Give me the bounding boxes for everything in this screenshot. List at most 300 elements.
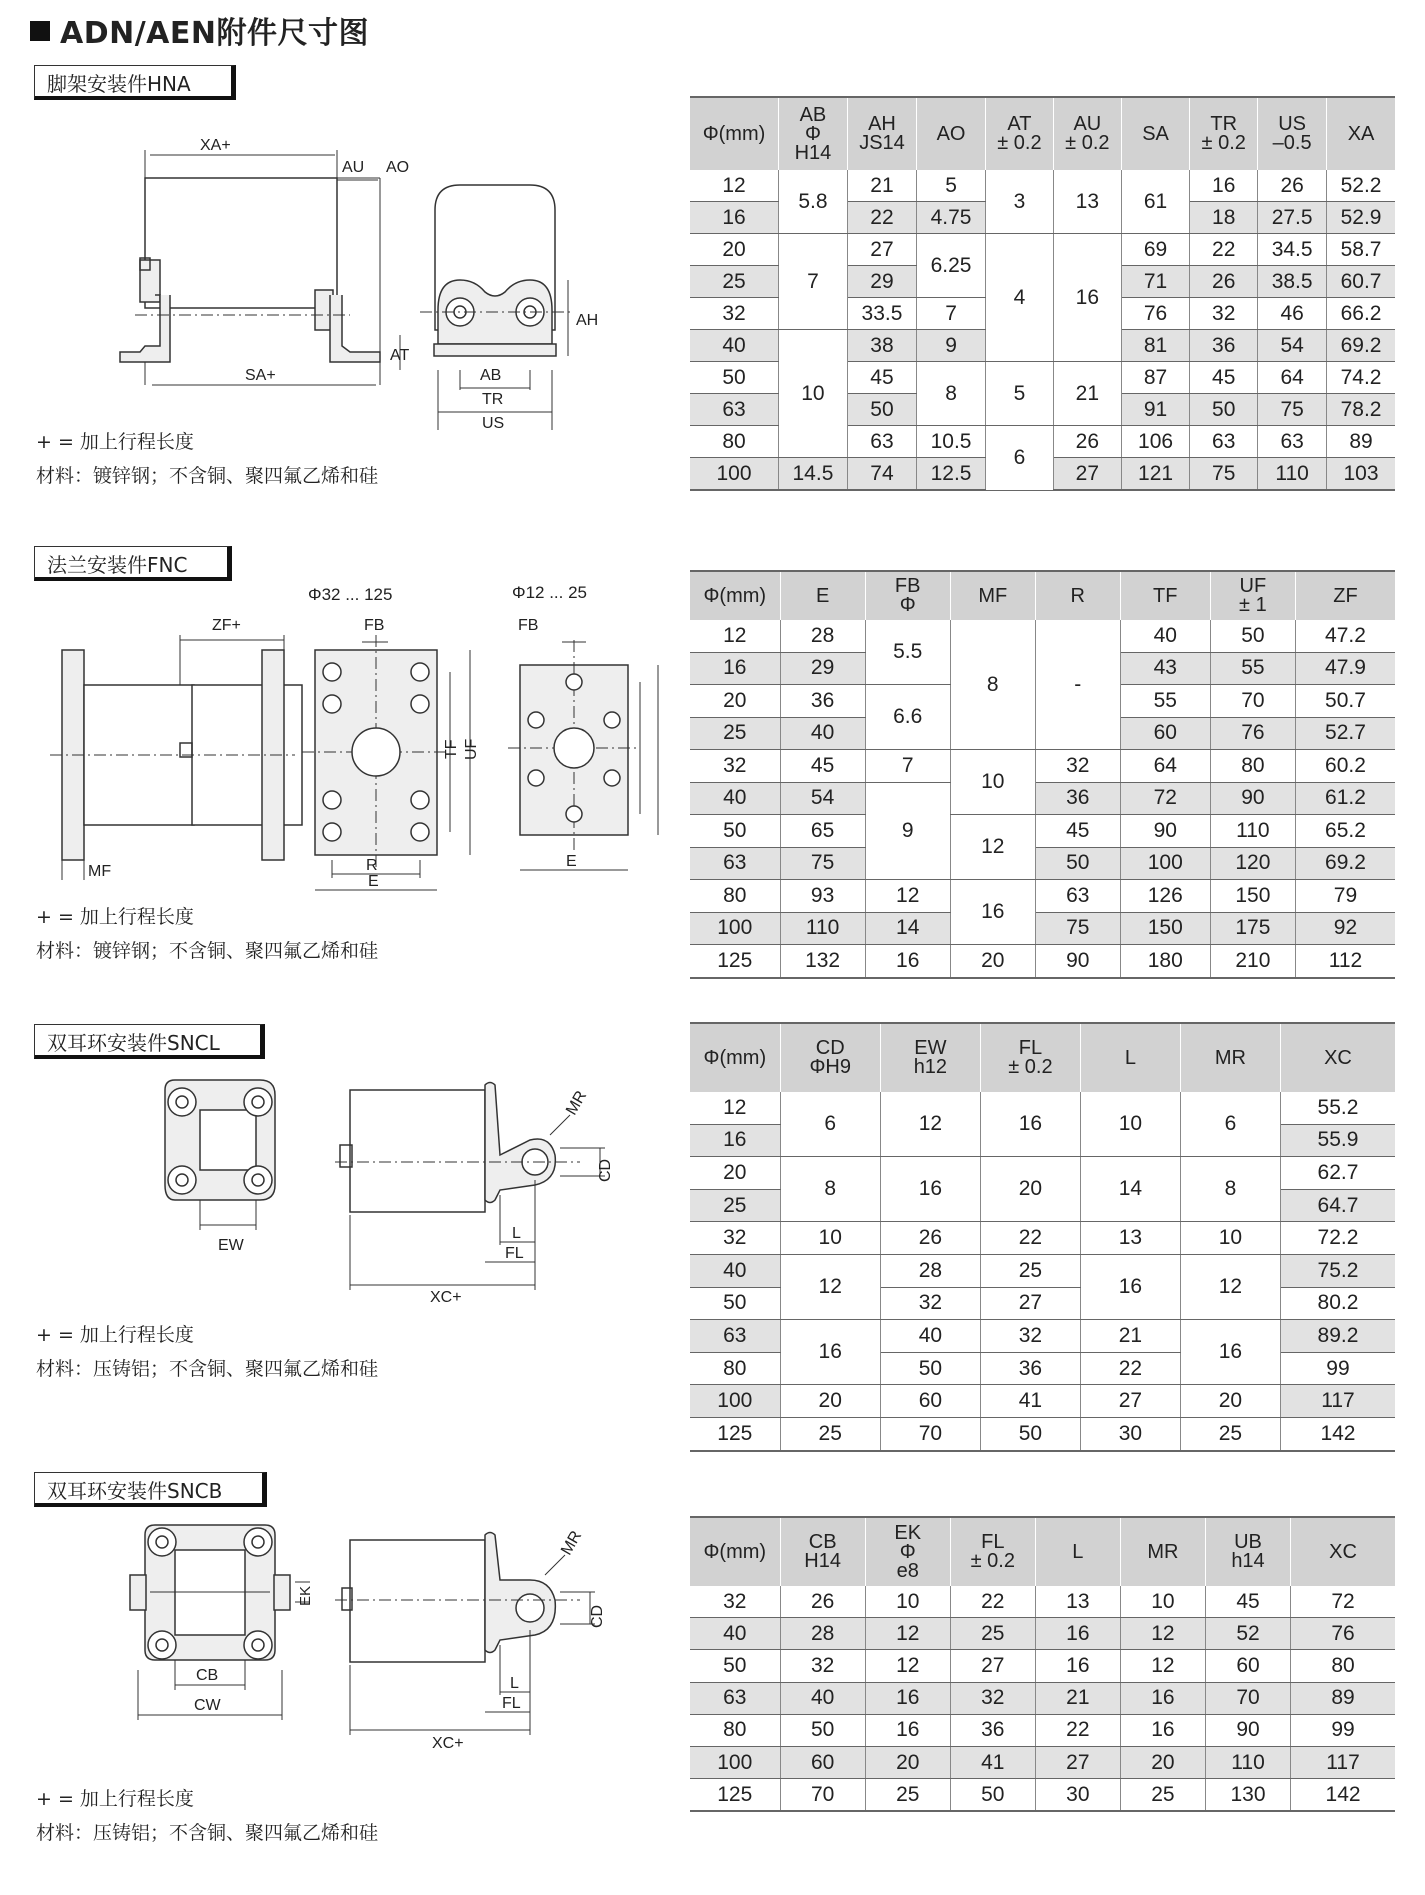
header-text: ± 0.2 (1201, 132, 1246, 154)
column-header (690, 97, 779, 170)
table-cell: 47.2 (1295, 620, 1395, 652)
table-cell: 12 (780, 1254, 880, 1319)
header-text: Φ(mm) (703, 1540, 767, 1563)
table-header-row (690, 1023, 1395, 1092)
note-material: 材料：压铸铝；不含铜、聚四氟乙烯和硅 (36, 1822, 379, 1844)
table-cell: 16 (1035, 1650, 1120, 1682)
table-cell: 45 (1190, 362, 1258, 394)
table-cell: 70 (1205, 1682, 1290, 1714)
table-cell: 3 (985, 170, 1053, 234)
table-cell: 64.7 (1280, 1189, 1395, 1222)
dim-ao: AO (386, 159, 410, 176)
column-header (1190, 97, 1258, 170)
table-cell: 50 (780, 1714, 865, 1746)
table-cell: 110 (1258, 458, 1327, 491)
table-cell: 16 (1190, 170, 1258, 202)
table-cell: 130 (1205, 1779, 1290, 1812)
dim-ek: EK (297, 1585, 314, 1606)
table-cell: 28 (780, 1618, 865, 1650)
table-cell: 50 (690, 815, 780, 848)
table-header-row (690, 571, 1395, 620)
column-header (1035, 571, 1120, 620)
table-cell: 10 (865, 1586, 950, 1618)
table-cell: 16 (865, 1682, 950, 1714)
table-row (690, 1320, 1395, 1353)
table-cell: 41 (980, 1385, 1080, 1418)
table-cell: 38 (847, 330, 916, 362)
table-cell: 27 (980, 1287, 1080, 1320)
table-cell: 30 (1080, 1417, 1180, 1450)
range-small: Φ12 ... 25 (512, 583, 587, 602)
table-cell: 25 (1180, 1417, 1280, 1450)
table-cell: 40 (880, 1320, 980, 1353)
header-text: –0.5 (1272, 132, 1312, 154)
table-cell: 33.5 (847, 298, 916, 330)
table-cell: 16 (865, 1714, 950, 1746)
table-cell: 12 (1180, 1254, 1280, 1319)
table-cell: 52.7 (1295, 717, 1395, 750)
table-cell: 36 (1035, 782, 1120, 815)
table-cell: 125 (690, 1417, 780, 1450)
table-row (690, 912, 1395, 945)
table-cell: 112 (1295, 945, 1395, 978)
table-cell: 28 (880, 1254, 980, 1287)
table-cell: 4 (985, 234, 1053, 362)
table-cell: 106 (1121, 426, 1189, 458)
dim-r: R (366, 857, 378, 874)
table-cell: 75 (780, 847, 865, 880)
table-row (690, 620, 1395, 652)
table-cell: 110 (1210, 815, 1295, 848)
dim-mr: MR (558, 1528, 586, 1559)
table-cell: 16 (880, 1157, 980, 1222)
table-cell: 63 (690, 847, 780, 880)
header-text: Φ (804, 122, 821, 145)
table-row (690, 1586, 1395, 1618)
table-cell: 80 (690, 1714, 780, 1746)
table-cell: 47.9 (1295, 652, 1395, 685)
dim-l: L (512, 1225, 521, 1242)
table-cell: 70 (880, 1417, 980, 1450)
header-text: MF (978, 584, 1008, 607)
table-cell: 87 (1121, 362, 1189, 394)
header-text: CB (808, 1531, 837, 1553)
table-cell: 25 (690, 266, 779, 298)
table-cell: 32 (690, 298, 779, 330)
table-cell: 43 (1120, 652, 1210, 685)
table-cell: 25 (950, 1618, 1035, 1650)
table-cell: 93 (780, 880, 865, 913)
table-cell: 132 (780, 945, 865, 978)
table-cell: 12.5 (917, 458, 986, 491)
table-sncl (690, 1022, 1395, 1452)
table-cell: 64 (1258, 362, 1327, 394)
table-cell: 10 (1120, 1586, 1205, 1618)
header-text: FB (894, 575, 921, 597)
table-cell: 46 (1258, 298, 1327, 330)
table-cell: 75.2 (1280, 1254, 1395, 1287)
table-cell: 63 (1258, 426, 1327, 458)
table-cell: 12 (950, 815, 1035, 880)
note-stroke: + = 加上行程长度 (36, 431, 194, 453)
table-row (690, 1714, 1395, 1746)
table-cell: 14 (1080, 1157, 1180, 1222)
header-text: ± 0.2 (997, 132, 1042, 154)
table-cell: 38.5 (1258, 266, 1327, 298)
header-text: EW (914, 1037, 947, 1059)
header-text: L (1072, 1540, 1084, 1563)
table-cell: 4.75 (917, 202, 986, 234)
column-header (690, 571, 780, 620)
table-cell: 52.9 (1327, 202, 1395, 234)
column-header (1295, 571, 1395, 620)
table-cell: 16 (865, 945, 950, 978)
table-cell: 69.2 (1295, 847, 1395, 880)
table-cell: 52 (1205, 1618, 1290, 1650)
table-cell: 40 (780, 717, 865, 750)
table-cell: 14 (865, 912, 950, 945)
table-cell: 10 (1180, 1222, 1280, 1255)
table-cell: 6.6 (865, 685, 950, 750)
table-cell: 60.2 (1295, 750, 1395, 783)
sncb-diagram (120, 1520, 620, 1770)
table-cell: 5 (917, 170, 986, 202)
table-cell: 21 (847, 170, 916, 202)
table-cell: 72.2 (1280, 1222, 1395, 1255)
table-cell: 22 (980, 1222, 1080, 1255)
sncl-diagram (150, 1070, 620, 1330)
column-header (917, 97, 986, 170)
header-text: SA (1142, 122, 1169, 145)
dim-cw: CW (194, 1697, 221, 1714)
header-text: XA (1347, 122, 1375, 145)
note-stroke: + = 加上行程长度 (36, 906, 194, 928)
table-cell: 9 (865, 782, 950, 880)
table-row (690, 1650, 1395, 1682)
table-cell: 60.7 (1327, 266, 1395, 298)
table-cell: 27.5 (1258, 202, 1327, 234)
table-cell: 100 (1120, 847, 1210, 880)
header-text: Φ(mm) (703, 584, 767, 607)
header-text: R (1070, 584, 1085, 607)
table-row (690, 1254, 1395, 1287)
table-cell: 40 (780, 1682, 865, 1714)
dim-cd: CD (597, 1158, 614, 1182)
table-cell: 50 (690, 1287, 780, 1320)
header-text: EK (894, 1521, 922, 1544)
table-cell: 40 (1120, 620, 1210, 652)
table-cell: 50 (880, 1352, 980, 1385)
table-cell: 16 (1035, 1618, 1120, 1650)
table-cell: 20 (690, 234, 779, 266)
table-cell: 36 (780, 685, 865, 718)
table-cell: 26 (880, 1222, 980, 1255)
table-cell: 16 (780, 1320, 880, 1385)
table-cell: 89 (1291, 1682, 1395, 1714)
table-cell: 45 (847, 362, 916, 394)
table-cell: 27 (1080, 1385, 1180, 1418)
table-cell: 7 (865, 750, 950, 783)
table-row (690, 1157, 1395, 1190)
dim-mr: MR (563, 1088, 591, 1119)
table-cell: - (1035, 620, 1120, 750)
table-cell: 63 (1035, 880, 1120, 913)
table-cell: 32 (880, 1287, 980, 1320)
table-cell: 14.5 (779, 458, 848, 491)
table-cell: 16 (690, 652, 780, 685)
table-cell: 80 (690, 426, 779, 458)
table-cell: 80.2 (1280, 1287, 1395, 1320)
table-cell: 6.25 (917, 234, 986, 298)
table-cell: 45 (1205, 1586, 1290, 1618)
column-header (985, 97, 1053, 170)
note-material: 材料：压铸铝；不含铜、聚四氟乙烯和硅 (36, 1358, 379, 1380)
table-cell: 55.2 (1280, 1092, 1395, 1124)
dim-ew: EW (218, 1237, 244, 1254)
table-cell: 22 (1080, 1352, 1180, 1385)
table-cell: 103 (1327, 458, 1395, 491)
table-cell: 22 (847, 202, 916, 234)
table-cell: 26 (1053, 426, 1121, 458)
table-cell: 6 (780, 1092, 880, 1157)
table-cell: 89 (1327, 426, 1395, 458)
square-bullet-icon (30, 21, 50, 41)
header-text: ± 0.2 (970, 1550, 1015, 1572)
table-cell: 63 (690, 394, 779, 426)
table-cell: 25 (1120, 1779, 1205, 1812)
range-large: Φ32 ... 125 (308, 585, 393, 604)
note-stroke: + = 加上行程长度 (36, 1788, 194, 1810)
table-cell: 100 (690, 458, 779, 491)
dim-e: E (368, 873, 379, 890)
table-cell: 99 (1291, 1714, 1395, 1746)
column-header (779, 97, 848, 170)
table-cell: 25 (865, 1779, 950, 1812)
table-row (690, 1682, 1395, 1714)
table-cell: 5.8 (779, 170, 848, 234)
table-cell: 117 (1291, 1746, 1395, 1778)
table-cell: 100 (690, 1385, 780, 1418)
column-header (1120, 571, 1210, 620)
table-cell: 40 (690, 1254, 780, 1287)
table-cell: 5 (985, 362, 1053, 426)
section-label-sncl: 双耳环安装件SNCL (34, 1024, 265, 1059)
column-header (1205, 1517, 1290, 1586)
table-cell: 63 (847, 426, 916, 458)
table-header-row (690, 97, 1395, 170)
table-cell: 74 (847, 458, 916, 491)
table-cell: 75 (1035, 912, 1120, 945)
column-header (865, 1517, 950, 1586)
header-text: FL (981, 1531, 1005, 1553)
table-cell: 71 (1121, 266, 1189, 298)
table-cell: 150 (1120, 912, 1210, 945)
table-cell: 120 (1210, 847, 1295, 880)
table-cell: 60 (1205, 1650, 1290, 1682)
table-cell: 65 (780, 815, 865, 848)
header-text: E (815, 584, 830, 607)
table-cell: 175 (1210, 912, 1295, 945)
table-cell: 110 (1205, 1746, 1290, 1778)
table-cell: 79 (1295, 880, 1395, 913)
table-cell: 55 (1210, 652, 1295, 685)
table-cell: 16 (1180, 1320, 1280, 1385)
column-header (1121, 97, 1189, 170)
table-row (690, 1222, 1395, 1255)
table-sncb (690, 1516, 1395, 1812)
table-cell: 40 (690, 330, 779, 362)
header-text: TR (1210, 113, 1238, 135)
column-header (880, 1023, 980, 1092)
table-cell: 32 (1035, 750, 1120, 783)
dim-uf: UF (463, 738, 480, 760)
table-cell: 27 (950, 1650, 1035, 1682)
header-text: Φ(mm) (703, 1046, 767, 1069)
sncl-notes (36, 1318, 378, 1386)
table-cell: 8 (950, 620, 1035, 750)
header-text: Φ(mm) (702, 122, 766, 145)
table-cell: 12 (880, 1092, 980, 1157)
table-cell: 21 (1053, 362, 1121, 426)
table-hna (690, 96, 1395, 491)
column-header (847, 97, 916, 170)
table-cell: 50 (950, 1779, 1035, 1812)
header-text: L (1124, 1046, 1136, 1069)
table-cell: 20 (980, 1157, 1080, 1222)
header-text: XC (1329, 1540, 1357, 1563)
table-cell: 29 (847, 266, 916, 298)
table-cell: 64 (1120, 750, 1210, 783)
section-label-hna: 脚架安装件HNA (34, 65, 236, 100)
table-cell: 36 (980, 1352, 1080, 1385)
table-cell: 69.2 (1327, 330, 1395, 362)
column-header (1327, 97, 1395, 170)
column-header (1180, 1023, 1280, 1092)
table-row (690, 1092, 1395, 1124)
table-cell: 16 (980, 1092, 1080, 1157)
column-header (1080, 1023, 1180, 1092)
dim-cb: CB (196, 1667, 219, 1684)
column-header (1053, 97, 1121, 170)
table-row (690, 170, 1395, 202)
header-text: AU (1073, 113, 1102, 135)
table-cell: 22 (950, 1586, 1035, 1618)
table-cell: 142 (1280, 1417, 1395, 1450)
table-cell: 32 (690, 1222, 780, 1255)
header-text: H14 (804, 1550, 841, 1572)
header-text: XC (1324, 1046, 1352, 1069)
table-cell: 32 (690, 1586, 780, 1618)
table-cell: 6 (985, 426, 1053, 491)
table-cell: 21 (1080, 1320, 1180, 1353)
table-row (690, 815, 1395, 848)
header-text: ± 0.2 (1065, 132, 1110, 154)
table-cell: 12 (1120, 1618, 1205, 1650)
table-cell: 16 (1053, 234, 1121, 362)
dim-mf: MF (88, 863, 112, 880)
table-cell: 26 (780, 1586, 865, 1618)
column-header (1280, 1023, 1395, 1092)
table-row (690, 1618, 1395, 1650)
dim-tf: TF (443, 739, 460, 759)
header-text: ± 1 (1239, 594, 1267, 616)
column-header (780, 1023, 880, 1092)
table-cell: 32 (690, 750, 780, 783)
table-cell: 22 (1190, 234, 1258, 266)
table-cell: 10 (779, 330, 848, 458)
table-cell: 121 (1121, 458, 1189, 491)
table-cell: 63 (690, 1320, 780, 1353)
table-cell: 110 (780, 912, 865, 945)
table-cell: 21 (1035, 1682, 1120, 1714)
table-cell: 12 (690, 620, 780, 652)
table-cell: 90 (1205, 1714, 1290, 1746)
table-cell: 12 (690, 170, 779, 202)
dim-ab: AB (480, 367, 502, 384)
table-cell: 60 (1120, 717, 1210, 750)
table-cell: 40 (690, 1618, 780, 1650)
column-header (950, 571, 1035, 620)
table-cell: 50 (690, 1650, 780, 1682)
table-cell: 90 (1210, 782, 1295, 815)
table-cell: 142 (1291, 1779, 1395, 1812)
header-text: JS14 (859, 132, 905, 154)
header-text: ΦH9 (809, 1056, 851, 1078)
sncb-notes (36, 1782, 378, 1850)
header-text: AT (1007, 113, 1032, 135)
hna-notes (36, 425, 378, 493)
table-cell: 13 (1053, 170, 1121, 234)
header-text: TF (1153, 584, 1178, 607)
table-cell: 27 (1053, 458, 1121, 491)
header-text: H14 (794, 141, 832, 164)
table-cell: 16 (1120, 1714, 1205, 1746)
hna-diagram (60, 130, 630, 460)
table-cell: 20 (690, 1157, 780, 1190)
table-cell: 20 (865, 1746, 950, 1778)
table-cell: 10 (1080, 1092, 1180, 1157)
table-cell: 30 (1035, 1779, 1120, 1812)
note-stroke: + = 加上行程长度 (36, 1324, 194, 1346)
dim-l: L (510, 1675, 519, 1692)
table-cell: 75 (1258, 394, 1327, 426)
dim-fb-small: FB (518, 617, 539, 634)
table-cell: 80 (690, 880, 780, 913)
dim-xa: XA+ (200, 137, 231, 154)
column-header (690, 1517, 780, 1586)
dim-fb: FB (364, 617, 385, 634)
table-cell: 32 (950, 1682, 1035, 1714)
table-cell: 76 (1210, 717, 1295, 750)
table-cell: 10.5 (917, 426, 986, 458)
table-cell: 52.2 (1327, 170, 1395, 202)
fnc-diagram (40, 580, 680, 900)
table-cell: 32 (780, 1650, 865, 1682)
table-cell: 74.2 (1327, 362, 1395, 394)
table-cell: 8 (917, 362, 986, 426)
table-cell: 25 (690, 717, 780, 750)
header-text: AO (936, 122, 966, 145)
table-cell: 99 (1280, 1352, 1395, 1385)
section-label-sncb: 双耳环安装件SNCB (34, 1472, 267, 1507)
table-cell: 90 (1120, 815, 1210, 848)
table-cell: 50 (1035, 847, 1120, 880)
table-cell: 80 (690, 1352, 780, 1385)
table-cell: 25 (690, 1189, 780, 1222)
dim-sa: SA+ (245, 367, 276, 384)
column-header (980, 1023, 1080, 1092)
header-text: h12 (913, 1056, 948, 1078)
